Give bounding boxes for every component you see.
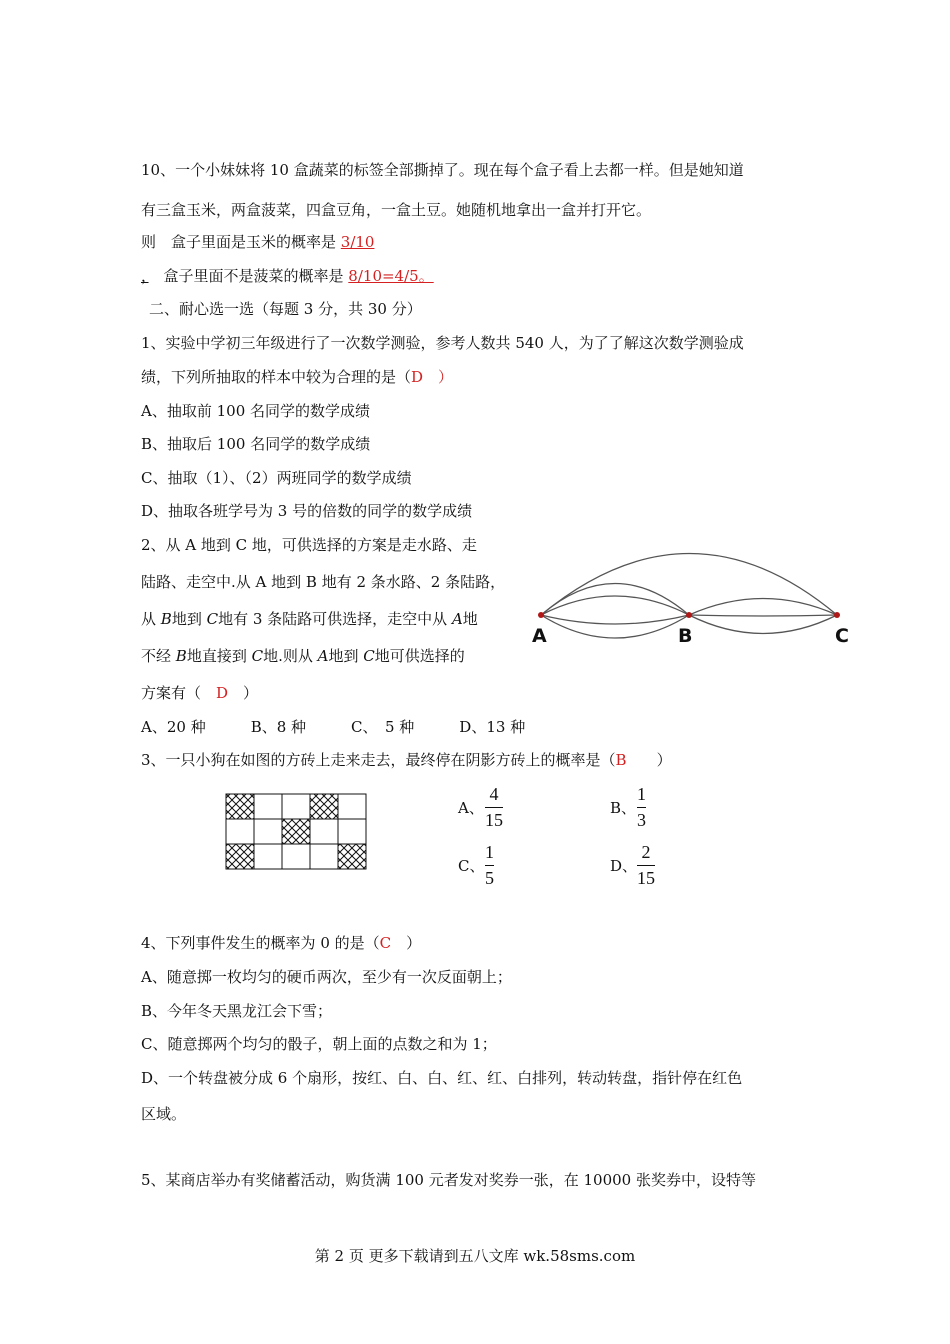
q2-line-4-h: C: [363, 647, 375, 665]
land-route-bc-3: [689, 615, 837, 634]
q1-line-2-close: ）: [423, 368, 454, 386]
point-b: [686, 612, 692, 618]
q4-line: [141, 933, 421, 953]
section-2-heading: 二、耐心选一选（每题 3 分，共 30 分）: [149, 300, 422, 318]
q4-option-b: B、今年冬天黑龙江会下雪；: [141, 1002, 333, 1020]
q3-option-a-label: A、: [458, 799, 484, 817]
q2-line-4-c: 地直接到: [186, 647, 252, 665]
shaded-tile: [226, 794, 254, 819]
q3-line-text: 3、一只小狗在如图的方砖上走来走去，最终停在阴影方砖上的概率是（: [141, 751, 616, 769]
water-route-1: [541, 584, 689, 616]
tile: [254, 794, 282, 819]
q3-option-c-numerator: 1: [485, 842, 494, 862]
q3-option-d-numerator: 2: [641, 842, 651, 862]
tile: [226, 819, 254, 844]
q4-line-text: 4、下列事件发生的概率为 0 的是（: [141, 934, 380, 952]
shaded-tile: [310, 794, 338, 819]
q3-option-a-denominator: 15: [485, 810, 503, 830]
q2-line-3: [141, 609, 478, 629]
q1-line-2: [141, 367, 453, 387]
tile: [310, 844, 338, 869]
q3-option-c-label: C、: [458, 857, 485, 875]
q3-option-c-denominator: 5: [485, 868, 494, 888]
q1-line-2-text: 绩，下列所抽取的样本中较为合理的是（: [141, 368, 412, 386]
land-route-ab-1: [541, 615, 689, 624]
q3-option-a-fraction: [485, 784, 503, 830]
q3-option-b-label: B、: [610, 799, 637, 817]
q2-line-2: 陆路、走空中.从 A 地到 B 地有 2 条水路、2 条陆路，: [141, 573, 506, 591]
q4-option-d: D、一个转盘被分成 6 个扇形，按红、白、白、红、红、白排列，转动转盘，指针停在红色: [141, 1069, 743, 1087]
label-a: A: [532, 625, 547, 647]
q5-line-1: 5、某商店举办有奖储蓄活动，购货满 100 元者发对奖券一张，在 10000 张奖券中，设特等: [141, 1171, 756, 1189]
q2-line-3-f: A: [451, 610, 463, 628]
land-route-bc-1: [689, 599, 837, 616]
fraction-bar: [637, 865, 655, 866]
q3-option-d-label: D、: [610, 857, 638, 875]
q1-line-1: 1、实验中学初三年级进行了一次数学测验，参考人数共 540 人，为了了解这次数学测验成: [141, 334, 744, 352]
shaded-tile: [226, 844, 254, 869]
q10-line-2: 有三盒玉米，两盒菠菜，四盒豆角，一盒土豆。她随机地拿出一盒并打开它。: [141, 201, 652, 219]
fraction-bar: [485, 865, 494, 866]
q1-option-a: A、抽取前 100 名同学的数学成绩: [141, 402, 371, 420]
tile: [338, 819, 366, 844]
q2-options: A、20 种 B、8 种 C、 5 种 D、13 种: [141, 718, 526, 736]
q4-option-c: C、随意掷两个均匀的骰子，朝上面的点数之和为 1；: [141, 1035, 497, 1053]
q3-option-b-numerator: 1: [637, 784, 646, 804]
q4-line-close: ）: [391, 934, 422, 952]
label-c: C: [835, 625, 849, 647]
q4-option-d-continued: 区域。: [141, 1105, 187, 1123]
q10-line-4: [141, 266, 434, 286]
q1-option-d: D、抽取各班学号为 3 号的倍数的同学的数学成绩: [141, 502, 473, 520]
q3-option-d-denominator: 15: [637, 868, 655, 888]
point-a: [538, 612, 544, 618]
q4-option-a: A、随意掷一枚均匀的硬币两次，至少有一次反面朝上；: [141, 968, 512, 986]
point-c: [834, 612, 840, 618]
tile: [254, 844, 282, 869]
q2-line-1: 2、从 A 地到 C 地，可供选择的方案是走水路、走: [141, 536, 477, 554]
q1-option-b: B、抽取后 100 名同学的数学成绩: [141, 435, 371, 453]
q10-line-1: 10、一个小妹妹将 10 盒蔬菜的标签全部撕掉了。现在每个盒子看上去都一样。但是她知道: [141, 161, 744, 179]
tile: [254, 819, 282, 844]
q10-answer-2: 8/10=4/5。: [348, 267, 434, 285]
q2-line-3-e: 地有 3 条陆路可供选择，走空中从: [218, 610, 452, 628]
q2-line-4-f: A: [317, 647, 329, 665]
q2-line-3-c: 地到: [171, 610, 207, 628]
q3-option-a-numerator: 4: [489, 784, 499, 804]
tile: [310, 819, 338, 844]
q2-line-5-close: ）: [228, 684, 259, 702]
q2-line-3-a: 从: [141, 610, 161, 628]
q4-answer: C: [379, 934, 392, 952]
q2-line-5: [141, 683, 258, 703]
q10-line-3-text: 则 盒子里面是玉米的概率是: [141, 233, 341, 251]
q2-line-4-a: 不经: [141, 647, 176, 665]
q3-option-c-fraction: [485, 842, 494, 888]
page-footer: 第 2 页 更多下载请到五八文库 wk.58sms.com: [314, 1247, 636, 1265]
q2-line-4-e: 地.则从: [263, 647, 318, 665]
q1-option-c: C、抽取（1）、（2）两班同学的数学成绩: [141, 469, 412, 487]
q2-answer: D: [216, 684, 229, 702]
tile: [338, 794, 366, 819]
tile: [282, 794, 310, 819]
q10-line-3: [141, 232, 374, 252]
q2-line-3-d: C: [206, 610, 219, 628]
land-route-ab-2: [541, 615, 689, 638]
tile-grid: [224, 792, 374, 882]
q2-line-3-g: 地: [462, 610, 478, 628]
q2-line-4-d: C: [251, 647, 264, 665]
q2-line-4-b: B: [175, 647, 187, 665]
q3-option-b-fraction: [637, 784, 646, 830]
q3-line-close: ）: [626, 751, 672, 769]
q2-line-3-b: B: [160, 610, 172, 628]
q2-line-4-g: 地到: [328, 647, 364, 665]
shaded-tile: [338, 844, 366, 869]
shaded-tile: [282, 819, 310, 844]
q3-option-b-denominator: 3: [637, 810, 646, 830]
q2-line-4-i: 地可供选择的: [374, 647, 465, 665]
fraction-bar: [485, 807, 503, 808]
q10-line-4-text: 盒子里面不是菠菜的概率是: [148, 267, 349, 285]
land-route-bc-2: [689, 615, 837, 616]
tile: [282, 844, 310, 869]
fraction-bar: [637, 807, 646, 808]
label-b: B: [678, 625, 693, 647]
q1-answer: D: [411, 368, 424, 386]
q3-answer: B: [615, 751, 627, 769]
q3-option-d-fraction: [637, 842, 655, 888]
q2-line-4: [141, 646, 465, 666]
route-diagram: [530, 537, 860, 657]
q3-line: [141, 750, 672, 770]
q10-line-4-mark: ，: [141, 267, 149, 285]
air-route: [541, 554, 837, 616]
q10-answer-1: 3/10: [340, 233, 375, 251]
q2-line-5-text: 方案有（: [141, 684, 217, 702]
